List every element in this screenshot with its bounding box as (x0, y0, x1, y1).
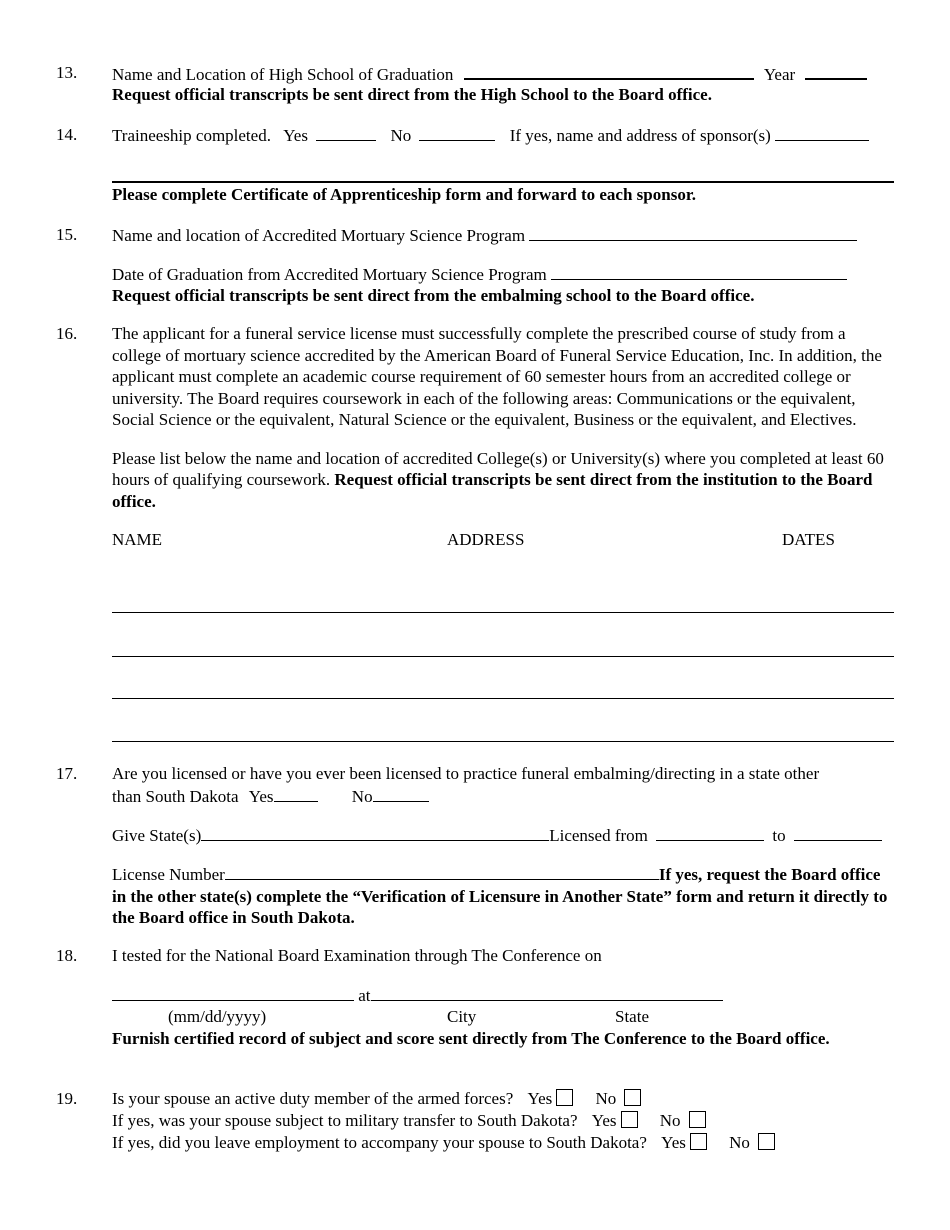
city-caption: City (447, 1007, 477, 1026)
q3-no-checkbox[interactable] (758, 1133, 775, 1150)
q1-no-label: No (595, 1089, 617, 1108)
item-number: 17. (56, 764, 78, 783)
graduation-date-label: Date of Graduation from Accredited Mortuary Science Program (112, 265, 547, 284)
mortuary-program-field[interactable] (529, 224, 857, 241)
sponsor-field[interactable] (775, 124, 869, 141)
item-number: 14. (56, 125, 78, 144)
licensed-from-label: Licensed from (549, 826, 648, 845)
coursework-row-line[interactable] (112, 612, 894, 613)
col-dates-header: DATES (782, 530, 835, 549)
coursework-table-header (112, 529, 894, 551)
item-number: 19. (56, 1089, 78, 1108)
sponsor-label: If yes, name and address of sponsor(s) (509, 126, 771, 145)
item-number: 15. (56, 225, 78, 244)
date-caption: (mm/dd/yyyy) (168, 1007, 267, 1026)
q3-yes-label: Yes (661, 1133, 686, 1152)
other-state-question-line1: Are you licensed or have you ever been licensed to practice funeral embalming/directing in a state other (112, 764, 820, 783)
col-address-header: ADDRESS (447, 530, 525, 549)
give-states-label: Give State(s) (112, 826, 202, 845)
q3-no-label: No (729, 1133, 750, 1152)
state-caption: State (615, 1007, 649, 1026)
exam-date-field[interactable] (112, 984, 354, 1001)
col-name-header: NAME (112, 530, 163, 549)
year-label: Year (763, 65, 796, 84)
traineeship-no-field[interactable] (419, 124, 495, 141)
year-field[interactable] (805, 62, 867, 80)
traineeship-yes-field[interactable] (316, 124, 376, 141)
other-state-question-line2: than South Dakota (112, 787, 239, 806)
item-number: 13. (56, 63, 78, 82)
q1-yes-checkbox[interactable] (556, 1089, 573, 1106)
coursework-requirement-paragraph: The applicant for a funeral service license must successfully complete the prescribed course of study from a college of mortuary science accredited by the American Board of Funeral Service Education, Inc. In addition, the applicant must complete an academic course requirement of 60 semester hours from an accredited college or university. The Board requires coursework in each of the following areas: Communications or the equivalent, Social Science or the equivalent, Natural Science or the equivalent, Business or the equivalent, and Electives. (112, 324, 882, 429)
q1-no-checkbox[interactable] (624, 1089, 641, 1106)
verification-note-start: If yes, request the Board (658, 865, 837, 884)
licensed-to-label: to (772, 826, 786, 845)
coursework-list-instructions (112, 448, 894, 513)
coursework-list-intro: Please list below the name and location of accredited College(s) or University(s) where you completed at least 60 hours of qualifying coursework. (112, 448, 884, 489)
other-state-no-label: No (351, 787, 373, 806)
conference-record-note: Furnish certified record of subject and score sent directly from The Conference to the Board office. (112, 1029, 830, 1048)
national-board-exam-label: I tested for the National Board Examination through The Conference on (112, 946, 602, 965)
mortuary-program-label: Name and location of Accredited Mortuary Science Program (112, 226, 526, 245)
other-state-no-field[interactable] (373, 785, 429, 802)
other-state-yes-label: Yes (248, 787, 274, 806)
exam-at-label: at (358, 986, 371, 1005)
q2-no-label: No (659, 1111, 681, 1130)
coursework-row-line[interactable] (112, 698, 894, 699)
left-employment-question: If yes, did you leave employment to accompany your spouse to South Dakota? (112, 1133, 647, 1152)
item-number: 18. (56, 946, 78, 965)
spouse-transfer-question: If yes, was your spouse subject to military transfer to South Dakota? (112, 1111, 578, 1130)
graduation-date-field[interactable] (551, 263, 847, 280)
apprenticeship-note: Please complete Certificate of Apprenticeship form and forward to each sponsor. (112, 185, 697, 204)
licensed-from-field[interactable] (656, 824, 764, 841)
license-number-field[interactable] (225, 863, 659, 880)
institution-transcript-note: Request official transcripts be sent direct from the institution to the Board office. (112, 470, 873, 511)
high-school-field[interactable] (464, 62, 754, 80)
coursework-row-line[interactable] (112, 741, 894, 742)
q2-yes-label: Yes (591, 1111, 617, 1130)
exam-location-field[interactable] (371, 984, 723, 1001)
q3-yes-checkbox[interactable] (690, 1133, 707, 1150)
license-number-block (112, 863, 894, 929)
q2-no-checkbox[interactable] (689, 1111, 706, 1128)
traineeship-no-label: No (390, 126, 412, 145)
sponsor-second-line[interactable] (112, 181, 894, 183)
embalming-transcript-note: Request official transcripts be sent direct from the embalming school to the Board office. (112, 286, 755, 305)
license-number-label: License Number (112, 865, 225, 884)
high-school-transcript-note: Request official transcripts be sent direct from the High School to the Board office. (112, 85, 712, 104)
verification-note-rest: office in the other state(s) complete the “Verification of Licensure in Another State” form and return it directly to the Board office in South Dakota. (112, 865, 888, 927)
q1-yes-label: Yes (527, 1089, 553, 1108)
item-number: 16. (56, 324, 78, 343)
licensed-to-field[interactable] (794, 824, 882, 841)
traineeship-yes-label: Yes (283, 126, 308, 145)
give-states-field[interactable] (201, 824, 549, 841)
high-school-label: Name and Location of High School of Graduation (112, 65, 454, 84)
spouse-active-duty-question: Is your spouse an active duty member of the armed forces? (112, 1089, 514, 1108)
other-state-yes-field[interactable] (274, 785, 318, 802)
q2-yes-checkbox[interactable] (621, 1111, 638, 1128)
coursework-row-line[interactable] (112, 656, 894, 657)
traineeship-label: Traineeship completed. (112, 126, 271, 145)
